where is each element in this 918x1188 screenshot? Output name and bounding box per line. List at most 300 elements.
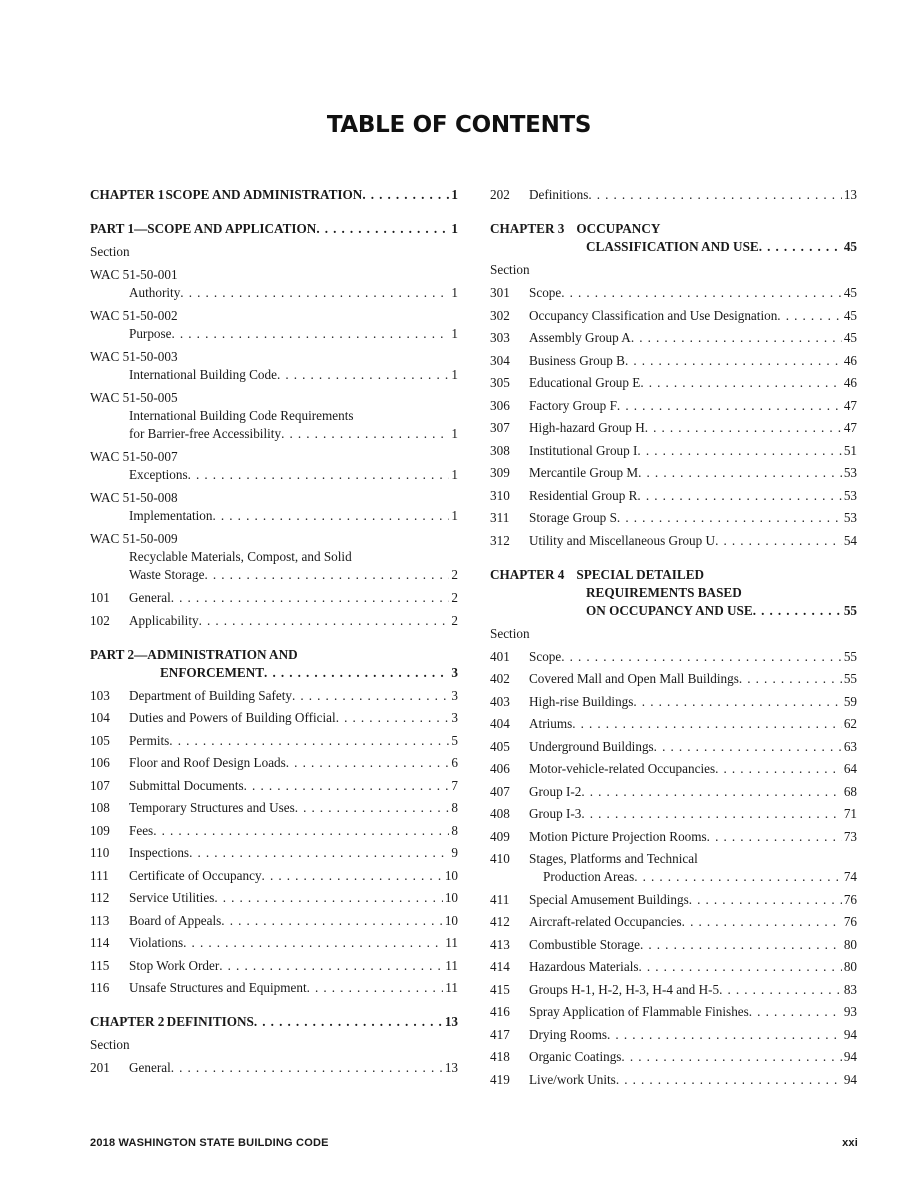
part-title: PART 2—ADMINISTRATION AND [90, 646, 298, 662]
toc-entry-303[interactable] [490, 329, 857, 347]
entry-line [529, 1071, 857, 1089]
page-number: 10 [444, 912, 458, 928]
toc-entry-114[interactable] [90, 934, 458, 952]
entry-line [129, 589, 458, 607]
entry-body [129, 777, 458, 795]
entry-line [529, 464, 857, 482]
entry-body [90, 507, 458, 525]
section-title: Floor and Roof Design Loads [129, 755, 286, 770]
page-number: 13 [444, 1014, 458, 1029]
page-number: 45 [843, 307, 857, 323]
section-number: 304 [490, 352, 510, 368]
dot-leader [188, 466, 450, 484]
dot-leader [204, 566, 449, 584]
toc-entry-116[interactable] [90, 979, 458, 997]
toc-entry-402[interactable] [490, 670, 857, 688]
entry-body [529, 891, 857, 909]
entry-body [129, 687, 458, 705]
section-title: Special Amusement Buildings [529, 891, 689, 907]
entry-line [529, 307, 857, 325]
entry-line [529, 913, 857, 931]
dot-leader [286, 754, 450, 772]
chapter-title: SCOPE AND ADMINISTRATION [165, 187, 363, 202]
section-title: Department of Building Safety [129, 687, 292, 703]
section-number: 104 [90, 710, 110, 725]
page-number: 47 [843, 420, 857, 435]
toc-entry-405[interactable] [490, 738, 857, 756]
dot-leader [616, 1071, 842, 1089]
entry-line [529, 352, 857, 370]
entry-line [529, 738, 857, 756]
section-title: Scope [529, 285, 562, 300]
dot-leader [171, 589, 450, 607]
entry-line [129, 867, 458, 885]
toc-entry-201[interactable] [90, 1059, 458, 1077]
chapter-title: DEFINITIONS [166, 1014, 254, 1029]
section-number: 111 [90, 867, 109, 883]
entry-line [129, 612, 458, 630]
section-title: Business Group B [529, 352, 625, 368]
page-number: 1 [451, 285, 458, 300]
chapter-4-heading[interactable] [490, 566, 857, 620]
section-title: Certificate of Occupancy [129, 867, 262, 883]
page-number: 11 [445, 980, 458, 995]
section-title: Underground Buildings [529, 738, 654, 754]
dot-leader [153, 822, 449, 840]
toc-entry-302[interactable] [490, 307, 857, 325]
entry-body [129, 732, 458, 750]
section-number: 414 [490, 959, 510, 974]
toc-entry-406[interactable] [490, 760, 857, 778]
entry-body [529, 936, 857, 954]
chapter-1-heading[interactable] [90, 186, 458, 204]
section-number: 403 [490, 693, 510, 709]
entry-body [529, 186, 857, 204]
entry-body [529, 1003, 857, 1021]
page-number: 9 [451, 845, 458, 860]
dot-leader [639, 958, 842, 976]
toc-entry-111[interactable] [90, 867, 458, 885]
page-number: 47 [843, 397, 857, 413]
entry-body [129, 912, 458, 930]
wac-code: WAC 51-50-009 [90, 531, 178, 546]
dot-leader [715, 760, 842, 778]
entry-body [529, 397, 857, 415]
dot-leader [572, 715, 842, 733]
entry-line [129, 799, 458, 817]
toc-entry-107[interactable] [90, 777, 458, 795]
section-title: Motor-vehicle-related Occupancies [529, 761, 716, 776]
entry-line [129, 889, 458, 907]
section-label: Section [490, 262, 530, 277]
entry-body [529, 352, 857, 370]
toc-entry-401[interactable] [490, 648, 857, 666]
toc-entry-wac[interactable] [90, 266, 458, 302]
entry-line [529, 509, 857, 527]
toc-entry-105[interactable] [90, 732, 458, 750]
entry-line [129, 1059, 458, 1077]
toc-entry-106[interactable] [90, 754, 458, 772]
toc-entry-416[interactable] [490, 1003, 857, 1021]
chapter-label: CHAPTER 2 [90, 1014, 165, 1029]
section-number: 201 [90, 1060, 110, 1075]
page-title: TABLE OF CONTENTS [326, 112, 592, 138]
toc-entry-202[interactable] [490, 186, 857, 204]
entry-body [129, 799, 458, 817]
entry-body [129, 867, 458, 885]
dot-leader [262, 867, 443, 885]
section-number: 413 [490, 936, 510, 952]
section-number: 410 [490, 851, 510, 866]
section-title: Aircraft-related Occupancies [529, 914, 682, 929]
entry-body [529, 284, 857, 302]
entry-body [129, 589, 458, 607]
dot-leader [625, 352, 842, 370]
section-label: Section [90, 1037, 130, 1052]
toc-entry-112[interactable] [90, 889, 458, 907]
entry-line [529, 981, 857, 999]
wac-list [90, 266, 458, 584]
page-number: 3 [451, 664, 458, 680]
section-number: 115 [90, 957, 110, 973]
toc-entry-104[interactable] [90, 709, 458, 727]
entry-line [529, 419, 857, 437]
toc-entry-108[interactable] [90, 799, 458, 817]
page-number: 13 [444, 1060, 458, 1075]
dot-leader [244, 777, 450, 795]
toc-entry-301[interactable] [490, 284, 857, 302]
dot-leader [172, 325, 450, 343]
section-title: Submittal Documents [129, 777, 244, 793]
dot-leader [645, 419, 842, 437]
toc-entry-403[interactable] [490, 693, 857, 711]
part-1-section-list [90, 589, 458, 630]
entry-line [529, 1026, 857, 1044]
toc-entry-413[interactable] [490, 936, 857, 954]
dot-leader [617, 509, 842, 527]
entry-body [529, 464, 857, 482]
dot-leader [631, 329, 842, 347]
section-title: Spray Application of Flammable Finishes [529, 1004, 749, 1019]
entry-line [129, 325, 458, 343]
section-title: Live/work Units [529, 1071, 616, 1087]
dot-leader [777, 307, 842, 325]
entry-line [529, 760, 857, 778]
chapter-title-continued: REQUIREMENTS BASED [586, 584, 742, 600]
section-title: Motion Picture Projection Rooms [529, 828, 707, 844]
entry-body [529, 715, 857, 733]
section-number: 112 [90, 890, 110, 905]
entry-line [529, 805, 857, 823]
dot-leader [214, 889, 442, 907]
chapter-title: SPECIAL DETAILED [576, 566, 705, 582]
toc-entry-311[interactable] [490, 509, 857, 527]
toc-entry-309[interactable] [490, 464, 857, 482]
entry-line [129, 709, 458, 727]
page-number: 45 [843, 239, 857, 254]
toc-entry-wac[interactable] [90, 489, 458, 525]
section-title: Groups H-1, H-2, H-3, H-4 and H-5 [529, 981, 720, 997]
part-title: PART 1—SCOPE AND APPLICATION [90, 221, 317, 236]
entry-body [529, 1048, 857, 1066]
entry-line [529, 958, 857, 976]
entry-line [129, 407, 458, 425]
entry-body [529, 670, 857, 688]
chapter-title-continued: ON OCCUPANCY AND USE [586, 602, 753, 618]
section-number: 113 [90, 912, 110, 928]
entry-body [529, 958, 857, 976]
entry-line [529, 670, 857, 688]
entry-body [529, 828, 857, 846]
dot-leader [739, 670, 842, 688]
section-title: Exceptions [129, 467, 188, 482]
page-number: 76 [843, 914, 857, 929]
toc-entry-418[interactable] [490, 1048, 857, 1066]
entry-line [129, 284, 458, 302]
toc-entry-411[interactable] [490, 891, 857, 909]
entry-body [529, 981, 857, 999]
section-number: 416 [490, 1004, 510, 1019]
section-number: 106 [90, 755, 110, 770]
dot-leader [189, 844, 449, 862]
page-number: 68 [843, 783, 857, 799]
page-number: 10 [444, 867, 458, 883]
dot-leader [171, 1059, 443, 1077]
page-number: 5 [451, 732, 458, 748]
toc-entry-310[interactable] [490, 487, 857, 505]
section-number: 309 [490, 465, 510, 480]
section-title: Permits [129, 732, 170, 748]
section-number: 311 [490, 510, 510, 525]
section-number: 408 [490, 806, 510, 821]
entry-body [129, 934, 458, 952]
entry-line [529, 487, 857, 505]
section-number: 107 [90, 777, 110, 793]
entry-line [129, 912, 458, 930]
dot-leader [277, 366, 449, 384]
section-number: 409 [490, 828, 510, 844]
toc-entry-wac[interactable] [90, 448, 458, 484]
page-number: 8 [451, 800, 458, 815]
chapter-3-heading[interactable] [490, 220, 857, 256]
chapter-2-section-list [90, 1059, 458, 1077]
dot-leader [637, 442, 841, 460]
page-number: 94 [843, 1049, 857, 1064]
section-title: Atriums [529, 716, 573, 731]
toc-entry-101[interactable] [90, 589, 458, 607]
section-number: 310 [490, 487, 510, 503]
entry-body [529, 693, 857, 711]
page-number: 76 [843, 891, 857, 907]
section-title: Group I-3 [529, 806, 582, 821]
section-title-continued: Production Areas [543, 869, 635, 884]
chapter-2-heading[interactable] [90, 1013, 458, 1031]
section-title: Unsafe Structures and Equipment [129, 980, 307, 995]
toc-entry-102[interactable] [90, 612, 458, 630]
toc-entry-307[interactable] [490, 419, 857, 437]
part-2-heading[interactable] [90, 646, 458, 682]
dot-leader [213, 507, 450, 525]
entry-line [529, 828, 857, 846]
page-number: 1 [451, 467, 458, 482]
dot-leader [561, 648, 842, 666]
entry-line [529, 783, 857, 801]
page-number: 62 [843, 716, 857, 731]
section-number: 401 [490, 648, 510, 664]
section-number: 103 [90, 687, 110, 703]
entry-line [129, 507, 458, 525]
entry-line [529, 186, 857, 204]
chapter-label: CHAPTER 4 [490, 566, 565, 582]
entry-line [129, 566, 458, 584]
section-title: General [129, 590, 171, 605]
entry-body [90, 325, 458, 343]
dot-leader [281, 425, 449, 443]
entry-line [529, 442, 857, 460]
entry-line [129, 466, 458, 484]
section-title: Definitions [529, 187, 589, 202]
dot-leader [689, 891, 842, 909]
toc-entry-417[interactable] [490, 1026, 857, 1044]
section-title: Implementation [129, 508, 213, 523]
section-title: Organic Coatings [529, 1049, 622, 1064]
chapter-title-continued: CLASSIFICATION AND USE [586, 239, 759, 254]
toc-entry-308[interactable] [490, 442, 857, 460]
section-number: 305 [490, 375, 510, 390]
entry-body [529, 329, 857, 347]
part-title-continued: ENFORCEMENT [160, 664, 265, 680]
section-number: 110 [90, 845, 110, 860]
page-number: 55 [843, 602, 857, 618]
wac-code: WAC 51-50-003 [90, 349, 178, 364]
entry-body [129, 822, 458, 840]
chapter-4-section-list-continued [490, 891, 857, 1089]
entry-line [529, 1003, 857, 1021]
section-title: Violations [129, 935, 184, 950]
entry-body [129, 889, 458, 907]
section-number: 411 [490, 891, 510, 907]
toc-entry-305[interactable] [490, 374, 857, 392]
section-title: Group I-2 [529, 783, 582, 799]
entry-body [129, 979, 458, 997]
page-number: 13 [843, 187, 857, 202]
toc-entry-414[interactable] [490, 958, 857, 976]
dot-leader [292, 687, 449, 705]
toc-entry-110[interactable] [90, 844, 458, 862]
entry-line [529, 284, 857, 302]
section-title: Storage Group S [529, 510, 617, 525]
section-number: 308 [490, 442, 510, 458]
entry-line [529, 1048, 857, 1066]
chapter-title: OCCUPANCY [576, 221, 661, 236]
section-title: Combustible Storage [529, 936, 640, 952]
toc-entry-103[interactable] [90, 687, 458, 705]
section-title: Mercantile Group M [529, 465, 639, 480]
entry-body [129, 709, 458, 727]
entry-body [529, 913, 857, 931]
dot-leader [607, 1026, 842, 1044]
dot-leader [295, 799, 450, 817]
dot-leader [633, 693, 841, 711]
page-number: 53 [843, 465, 857, 480]
page-number: 46 [843, 375, 857, 390]
entry-line [129, 425, 458, 443]
entry-body [529, 760, 857, 778]
toc-entry-304[interactable] [490, 352, 857, 370]
dot-leader [715, 532, 842, 550]
toc-entry-419[interactable] [490, 1071, 857, 1089]
toc-entry-412[interactable] [490, 913, 857, 931]
page-number: 53 [843, 487, 857, 503]
section-title: Stop Work Order [129, 957, 220, 973]
toc-entry-wac[interactable] [90, 530, 458, 584]
entry-body [529, 738, 857, 756]
toc-entry-312[interactable] [490, 532, 857, 550]
dot-leader [221, 912, 443, 930]
dot-leader [719, 981, 842, 999]
page-number: 45 [843, 285, 857, 300]
toc-entry-408[interactable] [490, 805, 857, 823]
part-1-heading[interactable] [90, 220, 458, 238]
toc-entry-wac[interactable] [90, 307, 458, 343]
dot-leader [588, 186, 841, 204]
section-number: 407 [490, 783, 510, 799]
entry-body [90, 284, 458, 302]
page-number: 1 [451, 367, 458, 382]
toc-right-column [490, 186, 857, 1093]
page-number: 53 [843, 510, 857, 525]
entry-body [529, 1071, 857, 1089]
toc-entry-407[interactable] [490, 783, 857, 801]
toc-entry-wac[interactable] [90, 389, 458, 443]
entry-line [529, 693, 857, 711]
section-number: 418 [490, 1049, 510, 1064]
entry-body [129, 612, 458, 630]
section-title: International Building Code [129, 367, 277, 382]
entry-body [529, 509, 857, 527]
toc-entry-115[interactable] [90, 957, 458, 975]
toc-entry-409[interactable] [490, 828, 857, 846]
entry-body [529, 487, 857, 505]
section-number: 419 [490, 1071, 510, 1087]
entry-body [129, 1059, 458, 1077]
toc-entry-wac[interactable] [90, 348, 458, 384]
page-number: 2 [451, 612, 458, 628]
footer-code-title: 2018 WASHINGTON STATE BUILDING CODE [90, 1137, 329, 1149]
section-number: 108 [90, 800, 110, 815]
page-number: 80 [843, 959, 857, 974]
section-number: 301 [490, 285, 510, 300]
entry-line [129, 366, 458, 384]
toc-entry-410[interactable] [490, 850, 857, 886]
toc-entry-113[interactable] [90, 912, 458, 930]
toc-entry-109[interactable] [90, 822, 458, 840]
section-title: Educational Group E [529, 375, 641, 390]
entry-body [529, 783, 857, 801]
dot-leader [581, 805, 841, 823]
toc-entry-306[interactable] [490, 397, 857, 415]
section-title: Factory Group F [529, 397, 617, 413]
toc-entry-415[interactable] [490, 981, 857, 999]
section-title: Hazardous Materials [529, 959, 639, 974]
page-number: 7 [451, 777, 458, 793]
dot-leader [682, 913, 842, 931]
toc-entry-404[interactable] [490, 715, 857, 733]
dot-leader [561, 284, 842, 302]
page-number: 11 [445, 935, 458, 950]
section-title: Board of Appeals [129, 912, 222, 928]
entry-body [90, 548, 458, 584]
